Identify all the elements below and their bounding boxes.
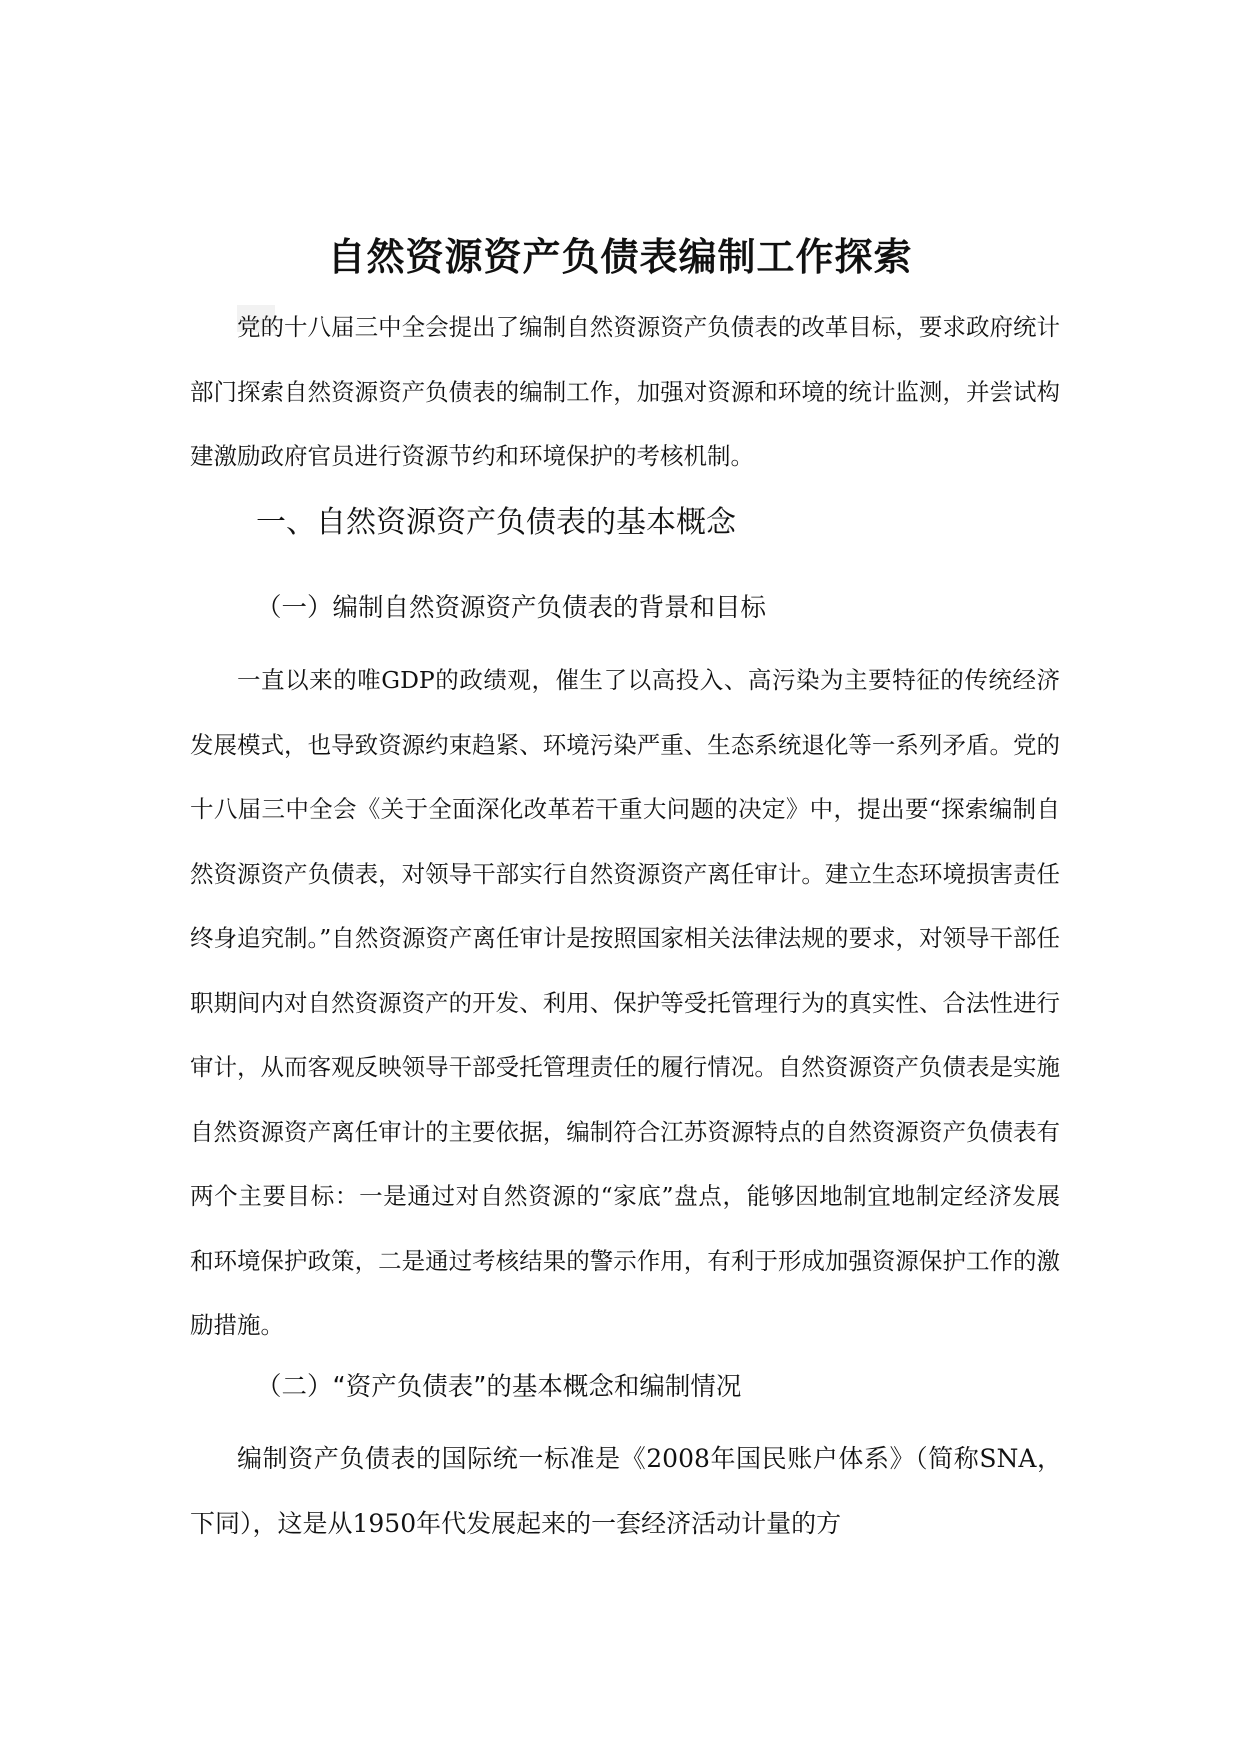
- subsection-heading-2: （二）“资产负债表”的基本概念和编制情况: [256, 1372, 742, 1402]
- document-title: 自然资源资产负债表编制工作探索: [327, 235, 913, 279]
- subsection-2-paragraph: 编制资产负债表的国际统一标准是《2008年国民账户体系》（简称SNA，下同），这是从1950年代发展起来的一套经济活动计量的方: [190, 1444, 1062, 1538]
- subsection-1-paragraph: 一直以来的唯GDP的政绩观，催生了以高投入、高污染为主要特征的传统经济发展模式，也导致资源约束趋紧、环境污染严重、生态系统退化等一系列矛盾。党的十八届三中全会《关于全面深化改革若干重大问题的决定》中，提出要“探索编制自然资源资产负债表，对领导干部实行自然资源资产离任审计。建立生态环境损害责任终身追究制。”自然资源资产离任审计是按照国家相关法律法规的要求，对领导干部任职期间内对自然资源资产的开发、利用、保护等受托管理行为的真实性、合法性进行审计，从而客观反映领导干部受托管理责任的履行情况。自然资源资产负债表是实施自然资源资产离任审计的主要依据，编制符合江苏资源特点的自然资源资产负债表有两个主要目标：一是通过对自然资源的“家底”盘点，能够因地制宜地制定经济发展和环境保护政策，二是通过考核结果的警示作用，有利于形成加强资源保护工作的激励措施。: [190, 666, 1060, 1339]
- intro-paragraph: 党的十八届三中全会提出了编制自然资源资产负债表的改革目标，要求政府统计部门探索自然资源资产负债表的编制工作，加强对资源和环境的统计监测，并尝试构建激励政府官员进行资源节约和环境保护的考核机制。: [190, 313, 1060, 470]
- section-heading-1: 一、自然资源资产负债表的基本概念: [256, 505, 736, 540]
- subsection-heading-1: （一）编制自然资源资产负债表的背景和目标: [256, 593, 767, 623]
